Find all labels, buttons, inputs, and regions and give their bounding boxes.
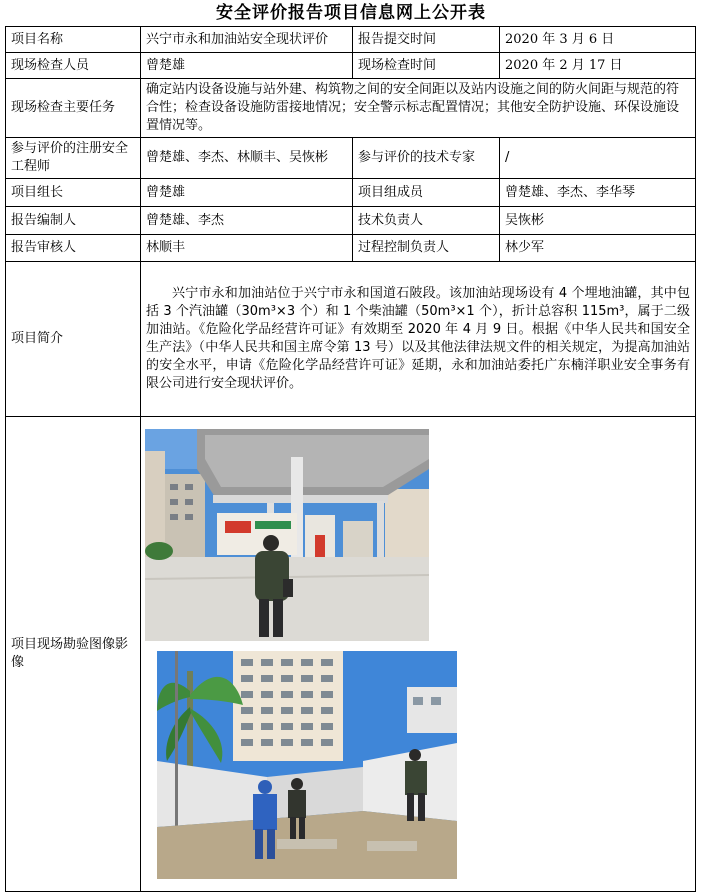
label-inspectors: 现场检查人员 [6,53,141,79]
experts: / [500,138,696,179]
label-intro: 项目简介 [6,262,141,417]
site-photo-gas-station [145,429,429,641]
table-row [6,417,696,892]
label-experts: 参与评价的技术专家 [353,138,500,179]
page-title: 安全评价报告项目信息网上公开表 [216,3,486,23]
label-tech-lead: 技术负责人 [353,207,500,235]
report-compiler: 曾楚雄、李杰 [141,207,353,235]
report-reviewer: 林顺丰 [141,235,353,262]
table-row [6,262,696,417]
site-photo-tank-area [157,651,457,879]
label-leader: 项目组长 [6,179,141,207]
submit-date: 2020 年 3 月 6 日 [500,27,696,53]
inspectors: 曾楚雄 [141,53,353,79]
label-reviewer: 报告审核人 [6,235,141,262]
label-compiler: 报告编制人 [6,207,141,235]
site-images-cell [141,417,696,892]
label-tasks: 现场检查主要任务 [6,79,141,138]
table-row [6,207,696,235]
info-table [5,26,696,892]
table-row [6,53,696,79]
table-row [6,235,696,262]
project-leader: 曾楚雄 [141,179,353,207]
label-site-images: 项目现场勘验图像影像 [6,417,141,892]
label-submit-time: 报告提交时间 [353,27,500,53]
project-members: 曾楚雄、李杰、李华琴 [500,179,696,207]
process-control-lead: 林少军 [500,235,696,262]
table-row [6,79,696,138]
table-row [6,138,696,179]
engineers: 曾楚雄、李杰、林顺丰、吴恢彬 [141,138,353,179]
label-inspect-time: 现场检查时间 [353,53,500,79]
project-intro: 兴宁市永和加油站位于兴宁市永和国道石陂段。该加油站现场设有 4 个埋地油罐，其中包括 3 个汽油罐（30m³×3 个）和 1 个柴油罐（50m³×1 个），折计总容积 115m³，属于二级加油站。《危险化学品经营许可证》有效期至 2020 年 4 月 9 日。根据《中华人民共和国安全生产法》（中华人民共和国主席令第 13 号）以及其他法律法规文件的相关规定，为提高加油站的安全水平，申请《危险化学品经营许可证》延期，永和加油站委托广东楠洋职业安全事务有限公司进行安全现状评价。 [141,262,696,417]
table-row [6,179,696,207]
label-engineers: 参与评价的注册安全工程师 [6,138,141,179]
table-row [6,27,696,53]
tech-lead: 吴恢彬 [500,207,696,235]
inspection-tasks: 确定站内设备设施与站外建、构筑物之间的安全间距以及站内设施之间的防火间距与规范的符合性；检查设备设施防雷接地情况；安全警示标志配置情况；其他安全防护设施、环保设施设置情况等。 [141,79,696,138]
label-project-name: 项目名称 [6,27,141,53]
label-process-control: 过程控制负责人 [353,235,500,262]
label-members: 项目组成员 [353,179,500,207]
inspect-date: 2020 年 2 月 17 日 [500,53,696,79]
project-name: 兴宁市永和加油站安全现状评价 [141,27,353,53]
